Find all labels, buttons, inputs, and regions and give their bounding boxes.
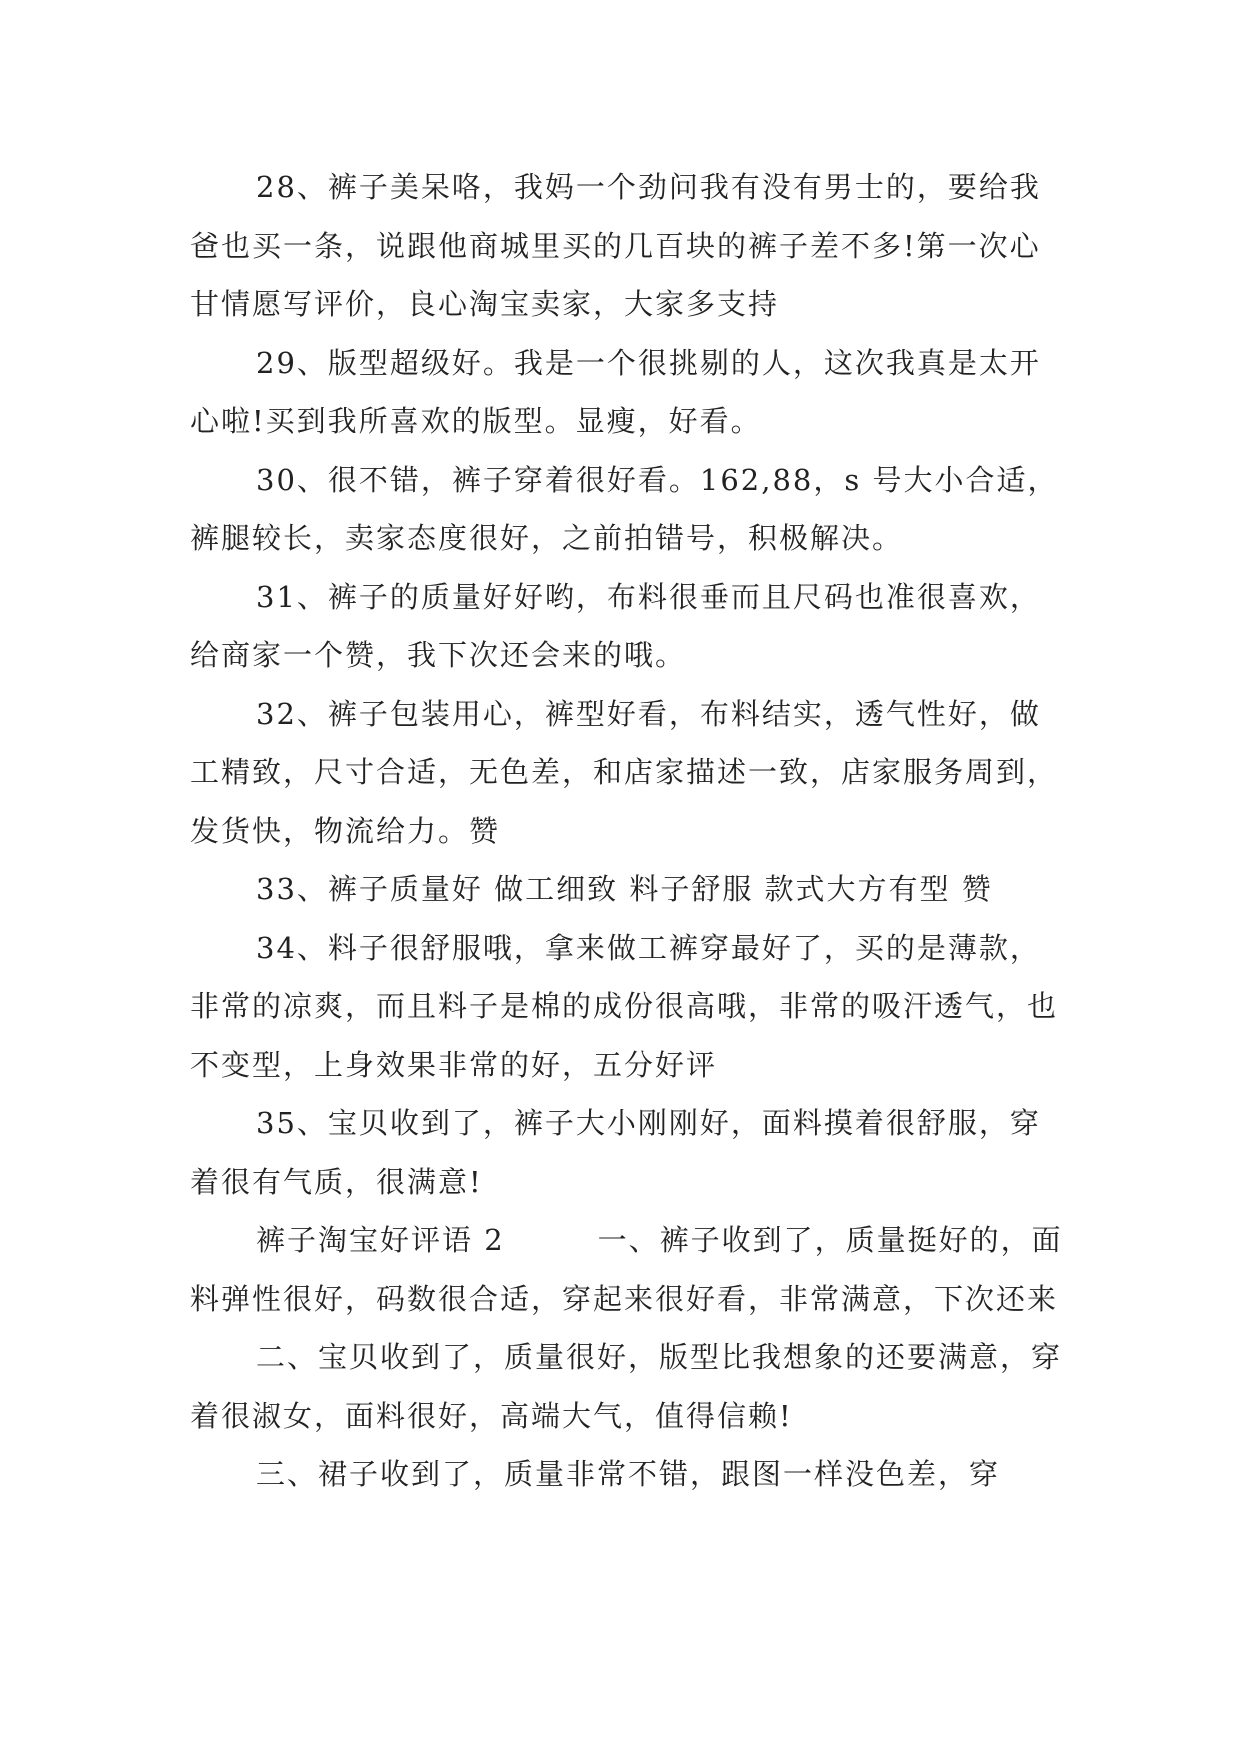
section-heading-paragraph: 裤子淘宝好评语 2 一、裤子收到了，质量挺好的，面料弹性很好，码数很合适，穿起来很好看，非常满意，下次还来 bbox=[190, 1223, 1063, 1316]
review-paragraph-34: 34、料子很舒服哦，拿来做工裤穿最好了，买的是薄款，非常的凉爽，而且料子是棉的成份很高哦，非常的吸汗透气，也不变型，上身效果非常的好，五分好评 bbox=[190, 930, 1059, 1082]
document-body bbox=[190, 158, 1070, 1504]
review-paragraph-28: 28、裤子美呆咯，我妈一个劲问我有没有男士的，要给我爸也买一条，说跟他商城里买的几百块的裤子差不多!第一次心甘情愿写评价，良心淘宝卖家，大家多支持 bbox=[190, 170, 1041, 321]
review-paragraph-3: 三、裙子收到了，质量非常不错，跟图一样没色差，穿 bbox=[256, 1457, 1001, 1491]
review-paragraph-30: 30、很不错，裤子穿着很好看。162,88，s 号大小合适，裤腿较长，卖家态度很好，之前拍错号，积极解决。 bbox=[190, 462, 1059, 555]
review-paragraph-35: 35、宝贝收到了，裤子大小刚刚好，面料摸着很舒服，穿着很有气质，很满意! bbox=[190, 1106, 1041, 1199]
review-paragraph-2: 二、宝贝收到了，质量很好，版型比我想象的还要满意，穿着很淑女，面料很好，高端大气，值得信赖! bbox=[190, 1340, 1063, 1433]
review-paragraph-33: 33、裤子质量好 做工细致 料子舒服 款式大方有型 赞 bbox=[256, 872, 993, 906]
review-paragraph-29: 29、版型超级好。我是一个很挑剔的人，这次我真是太开心啦!买到我所喜欢的版型。显瘦，好看。 bbox=[190, 345, 1041, 438]
review-paragraph-31: 31、裤子的质量好好哟，布料很垂而且尺码也准很喜欢，给商家一个赞，我下次还会来的哦。 bbox=[190, 579, 1041, 672]
review-paragraph-32: 32、裤子包装用心，裤型好看，布料结实，透气性好，做工精致，尺寸合适，无色差，和店家描述一致，店家服务周到，发货快，物流给力。赞 bbox=[190, 696, 1059, 848]
